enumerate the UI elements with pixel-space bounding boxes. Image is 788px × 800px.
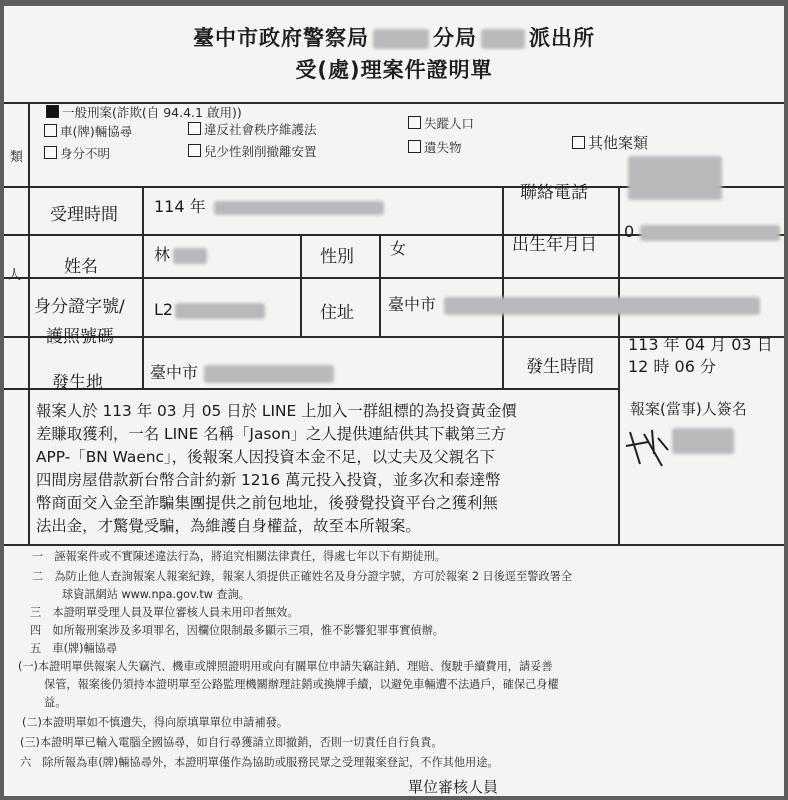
note-line: (二)本證明單如不慎遺失，得向原填單單位申請補發。 <box>22 716 289 729</box>
redaction <box>444 297 760 315</box>
rule <box>4 277 784 279</box>
accept-time-value: 114 年 <box>154 194 384 217</box>
checkbox-vehicle[interactable]: 車(牌)輛協尋 <box>44 122 132 140</box>
checkbox-criminal[interactable]: 一般刑案(詐欺(自 94.4.1 啟用)) <box>46 103 242 121</box>
note-line: 一 誣報案件或不實陳述違法行為，將追究相關法律責任，得處七年以下有期徒刑。 <box>32 550 446 563</box>
note-line: (一)本證明單供報案人失竊汽、機車或牌照證明用或向有關單位申請失竊註銷、理賠、復駛手續費用，請妥善 <box>18 660 553 673</box>
redaction <box>481 29 525 49</box>
checkbox-social-order[interactable]: 違反社會秩序維護法 <box>188 120 317 138</box>
signature-mark <box>622 424 672 470</box>
rule <box>502 186 504 388</box>
redaction <box>173 248 207 264</box>
note-line: 三 本證明單受理人員及單位審核人員未用印者無效。 <box>30 606 299 619</box>
label-address: 住址 <box>320 303 354 323</box>
note-line: 保管，報案後仍須持本證明單至公路監理機關辦理註銷或換牌手續，以避免車輛遭不法過戶，確保己身權 <box>44 678 559 691</box>
case-narrative <box>36 400 621 538</box>
narrative-line: 法出金，才驚覺受騙，為維護自身權益，故至本所報案。 <box>36 517 421 535</box>
rule <box>142 186 144 388</box>
redaction <box>373 29 429 49</box>
label-id-number: 身分證字號/ <box>34 297 125 317</box>
label-passport: 護照號碼 <box>46 327 114 347</box>
title-line-2: 受(處)理案件證明單 <box>295 58 493 82</box>
narrative-line: 四間房屋借款新台幣合計約新 1216 萬元投入投資，並多次和泰達幣 <box>36 471 501 489</box>
title-line-1: 臺中市政府警察局 分局 派出所 <box>193 26 595 50</box>
redaction <box>672 428 734 454</box>
id-number-value: L2 <box>154 300 265 319</box>
note-line: 六 除所報為車(牌)輛協尋外，本證明單僅作為協助或服務民眾之受理報案登記，不作其他用途。 <box>20 756 499 769</box>
note-line: (三)本證明單已輸入電腦全國協尋，如自行尋獲請立即撤銷，否則一切責任自行負責。 <box>20 736 443 749</box>
narrative-line: 報案人於 113 年 03 月 05 日於 LINE 上加入一群組標的為投資黃金價 <box>36 402 517 420</box>
redaction <box>175 303 265 319</box>
checkbox-identity[interactable]: 身分不明 <box>44 144 110 162</box>
note-line: 益。 <box>44 696 67 709</box>
side-label: 人 <box>8 268 22 283</box>
label-birthdate: 出生年月日 <box>512 235 597 255</box>
redaction <box>640 225 780 241</box>
label-accept-time: 受理時間 <box>50 205 118 225</box>
label-location: 發生地 <box>52 373 103 393</box>
redaction <box>204 365 334 383</box>
checkbox-other[interactable]: 其他案類 <box>572 132 648 153</box>
name-value: 林 <box>154 242 207 265</box>
redaction <box>214 201 384 215</box>
birthdate-value: 0 <box>624 222 780 241</box>
rule <box>4 544 784 546</box>
label-occur-time: 發生時間 <box>526 357 594 377</box>
reviewer-label: 單位審核人員 <box>408 778 499 796</box>
narrative-line: 差賺取獲利，一名 LINE 名稱「Jason」之人提供連結供其下載第三方 <box>36 425 507 443</box>
note-line: 五 車(牌)輛協尋 <box>30 642 118 655</box>
checkbox-missing-person[interactable]: 失蹤人口 <box>408 114 474 132</box>
label-name: 姓名 <box>64 257 98 277</box>
note-line: 二 為防止他人查詢報案人報案紀錄，報案人須提供正確姓名及身分證字號，方可於報案 2 日後逕至警政署全 <box>32 570 573 583</box>
note-line: 四 如所報刑案涉及多項罪名，因欄位限制最多顯示三項，惟不影響犯罪事實偵辦。 <box>30 624 444 637</box>
checkbox-lost-item[interactable]: 遺失物 <box>408 138 462 156</box>
category-label: 類 <box>10 150 24 165</box>
occur-clock-value: 12 時 06 分 <box>628 357 716 376</box>
label-gender: 性別 <box>320 247 354 267</box>
checkbox-child[interactable]: 兒少性剝削撤離安置 <box>188 142 317 160</box>
rule <box>28 102 30 544</box>
certificate-document <box>4 6 784 796</box>
gender-value: 女 <box>390 239 407 258</box>
location-value: 臺中市 <box>150 360 334 383</box>
redaction <box>628 156 722 200</box>
address-value: 臺中市 <box>388 292 760 315</box>
narrative-line: 幣商面交入金至詐騙集團提供之前包地址，後發覺投資平台之獲利無 <box>36 494 498 512</box>
narrative-line: APP-「BN Waenc」，後報案人因投資本金不足，以丈夫及父親名下 <box>36 448 495 466</box>
rule <box>379 234 381 336</box>
label-phone: 聯絡電話 <box>520 183 588 203</box>
occur-date-value: 113 年 04 月 03 日 <box>628 335 773 354</box>
note-line: 球資訊網站 www.npa.gov.tw 查詢。 <box>62 588 250 601</box>
label-signature: 報案(當事)人簽名 <box>630 400 747 418</box>
rule <box>300 234 302 336</box>
